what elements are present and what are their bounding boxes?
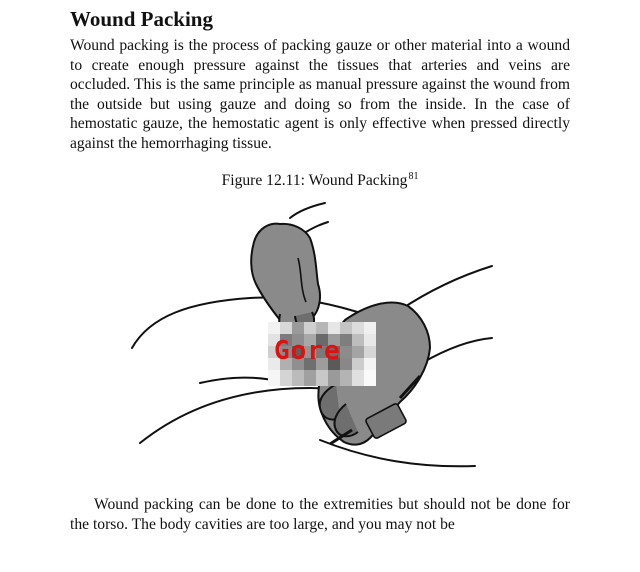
limb-bottom-contour <box>320 440 475 466</box>
figure-caption-text: Figure 12.11: Wound Packing <box>221 172 408 189</box>
section-title: Wound Packing <box>70 7 213 31</box>
right-limb-lower-contour <box>422 338 492 363</box>
censor-label: Gore <box>274 336 341 366</box>
right-limb-contour <box>400 266 492 310</box>
forearm-upper-line <box>290 203 325 218</box>
figure-caption <box>0 167 640 191</box>
forearm-lower-line <box>306 222 328 232</box>
continuation-paragraph: Wound packing can be done to the extremities but should not be done for the torso. The body cavities are too large, and you may not be <box>70 496 570 533</box>
footnote-reference[interactable]: 81 <box>408 171 419 182</box>
intro-paragraph: Wound packing is the process of packing gauze or other material into a wound to create enough pressure against the tissues that arteries and veins are occluded. This is the same principle as manual pressure against the wound from the outside but using gauze and doing so from the inside. In the case of hemostatic gauze, the hemostatic agent is only effective when pressed directly against the hemorrhaging tissue. <box>70 37 570 152</box>
